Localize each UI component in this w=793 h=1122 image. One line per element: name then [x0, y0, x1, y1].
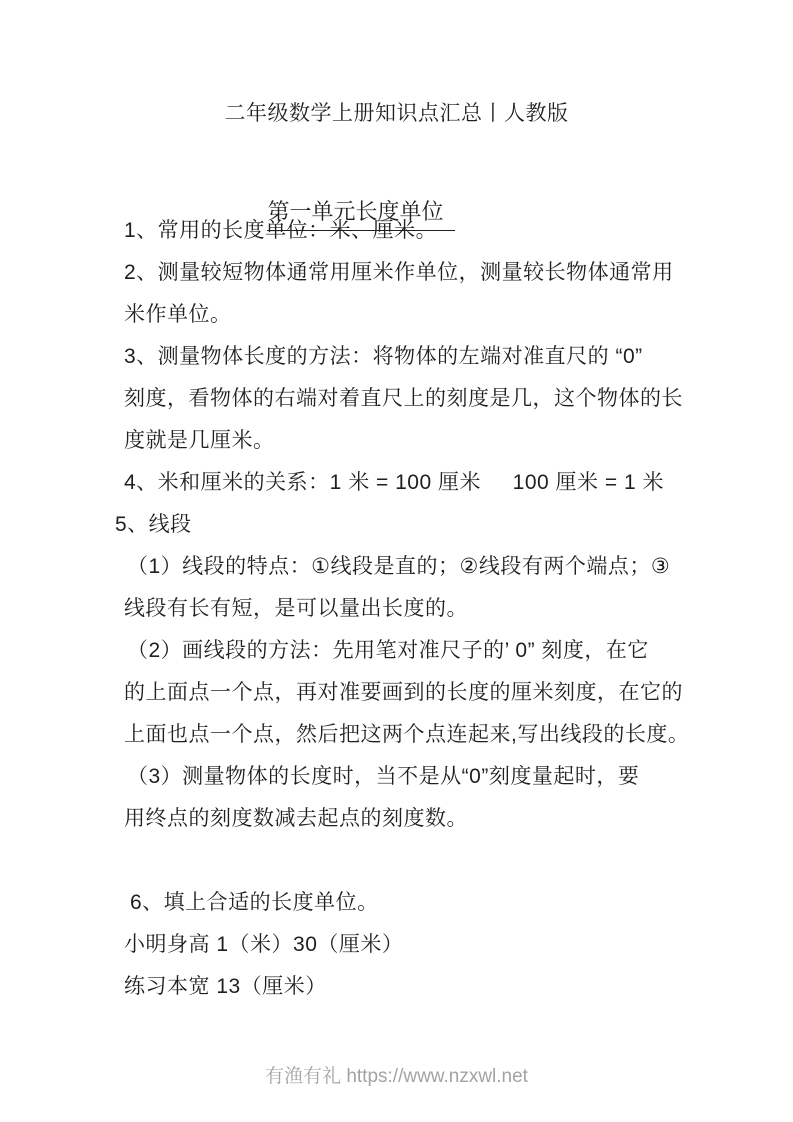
text-line: （3）测量物体的长度时，当不是从“0”刻度量起时，要: [127, 765, 640, 788]
text-line: 米作单位。: [124, 303, 232, 326]
footer-watermark: 有渔有礼 https://www.nzxwl.net: [265, 1066, 528, 1087]
text-line: （2）画线段的方法：先用笔对准尺子的’ 0” 刻度，在它: [127, 639, 649, 662]
text-line: 上面也点一个点，然后把这两个点连起来,写出线段的长度。: [124, 723, 690, 746]
text-line: 3、测量物体长度的方法：将物体的左端对准直尺的 “0”: [124, 345, 643, 368]
text-line: 用终点的刻度数减去起点的刻度数。: [124, 807, 468, 830]
text-line: 度就是几厘米。: [124, 429, 275, 452]
text-line: 5、线段: [115, 513, 192, 536]
text-line: 2、测量较短物体通常用厘米作单位，测量较长物体通常用: [124, 261, 674, 284]
text-line: （1）线段的特点：①线段是直的；②线段有两个端点；③: [127, 555, 671, 578]
text-line: 的上面点一个点，再对准要画到的长度的厘米刻度，在它的: [124, 681, 683, 704]
text-line: 小明身高 1（米）30（厘米）: [124, 933, 404, 956]
text-line: [124, 840, 693, 882]
section-heading-text: 第一单元长度单位: [267, 195, 455, 231]
text-line: 4、米和厘米的关系：1 米 = 100 厘米 100 厘米 = 1 米: [124, 471, 664, 494]
text-line: 刻度，看物体的右端对着直尺上的刻度是几，这个物体的长: [124, 387, 683, 410]
document-body: [0, 210, 793, 1008]
text-line: 练习本宽 13（厘米）: [124, 975, 327, 998]
text-line: 1、常用的长度单位：米、厘米。: [124, 219, 438, 242]
text-line: 6、填上合适的长度单位。: [130, 891, 379, 914]
text-line: 线段有长有短，是可以量出长度的。: [124, 597, 468, 620]
page-title: 二年级数学上册知识点汇总丨人教版: [224, 102, 569, 125]
section-heading: [243, 149, 793, 224]
